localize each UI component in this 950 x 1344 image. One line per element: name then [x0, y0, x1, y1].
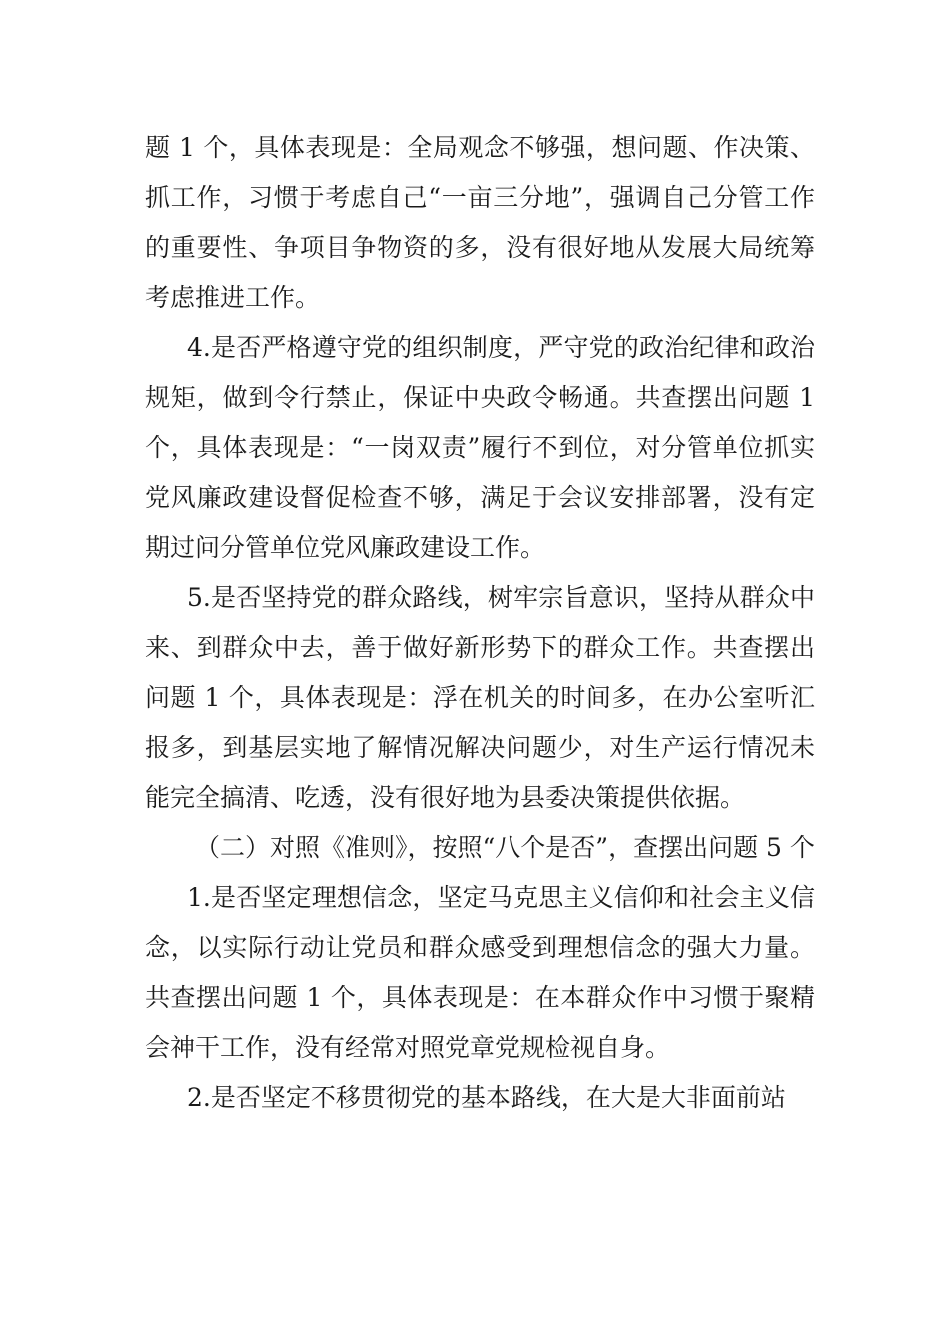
paragraph-item-2: 2.是否坚定不移贯彻党的基本路线，在大是大非面前站	[187, 1083, 786, 1112]
paragraph-item-5: 5.是否坚持党的群众路线，树牢宗旨意识，坚持从群众中来、到群众中去，善于做好新形势下的群众工作。共查摆出问题 1 个，具体表现是：浮在机关的时间多，在办公室听汇报多，到基层实地了解情况解决问题少，对生产运行情况未能完全搞清、吃透，没有很好地为县委决策提供依据。	[145, 583, 815, 812]
paragraph-continuation: 题 1 个，具体表现是：全局观念不够强，想问题、作决策、抓工作，习惯于考虑自己“一亩三分地”，强调自己分管工作的重要性、争项目争物资的多，没有很好地从发展大局统筹考虑推进工作。	[145, 133, 815, 312]
paragraph-item-1: 1.是否坚定理想信念，坚定马克思主义信仰和社会主义信念，以实际行动让党员和群众感受到理想信念的强大力量。共查摆出问题 1 个，具体表现是：在本群众作中习惯于聚精会神干工作，没有经常对照党章党规检视自身。	[145, 883, 815, 1062]
paragraph-item-4: 4.是否严格遵守党的组织制度，严守党的政治纪律和政治规矩，做到令行禁止，保证中央政令畅通。共查摆出问题 1 个，具体表现是：“一岗双责”履行不到位，对分管单位抓实党风廉政建设督促检查不够，满足于会议安排部署，没有定期过问分管单位党风廉政建设工作。	[145, 333, 815, 562]
section-heading-2: （二）对照《准则》，按照“八个是否”，查摆出问题 5 个	[195, 833, 815, 862]
document-body	[145, 123, 815, 1123]
